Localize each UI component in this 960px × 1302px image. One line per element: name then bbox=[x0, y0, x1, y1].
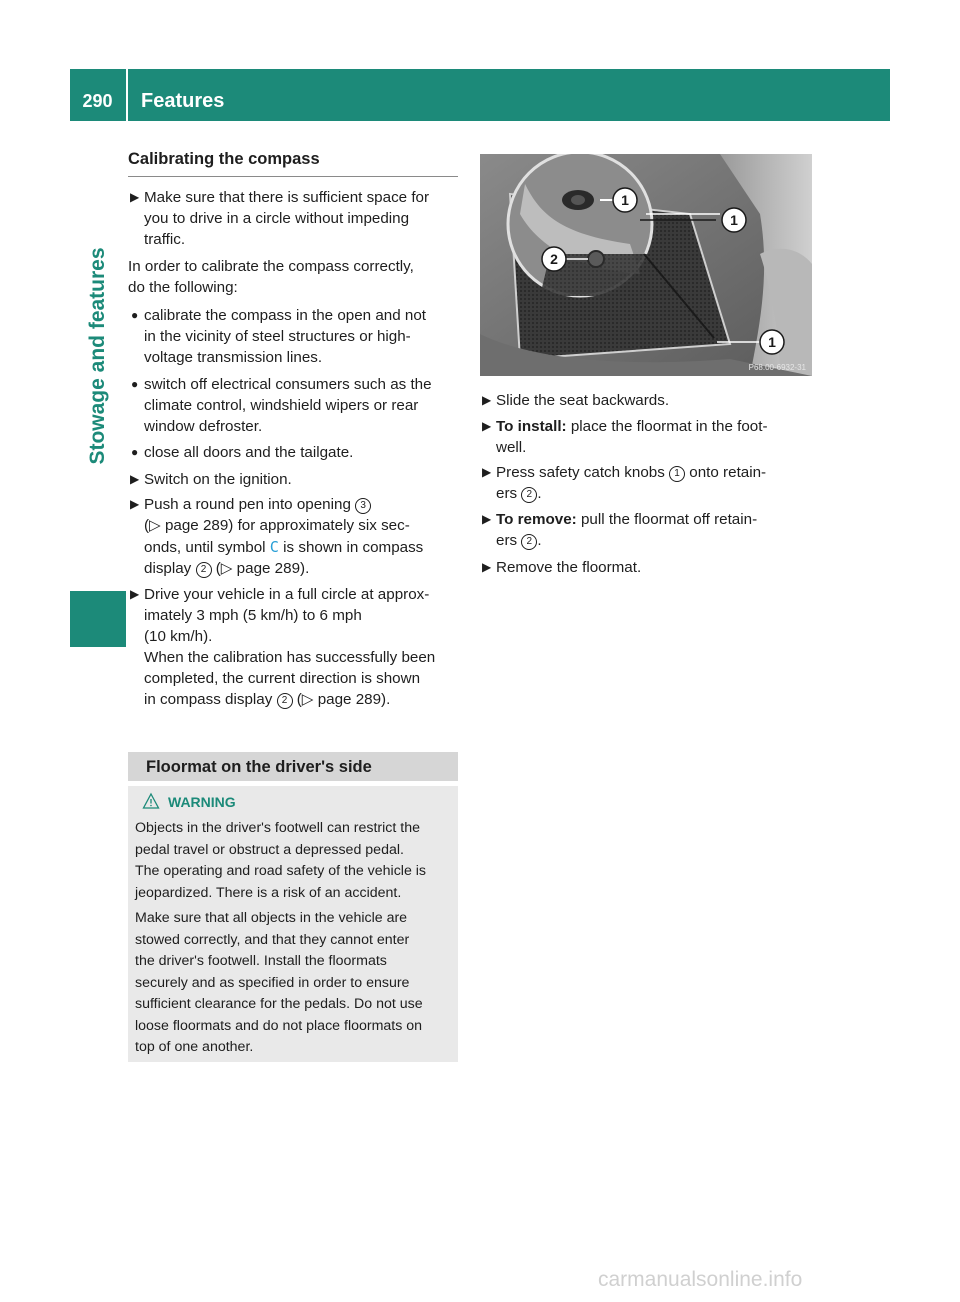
warning-text: top of one another. bbox=[135, 1039, 254, 1055]
callout-1-label: 1 bbox=[621, 192, 629, 208]
warning-text: the driver's footwell. Install the floormats bbox=[135, 953, 387, 969]
warning-text: stowed correctly, and that they cannot enter bbox=[135, 932, 410, 948]
step-arrow-icon: ▶ bbox=[482, 393, 492, 407]
step-text: To remove: pull the floormat off retain- bbox=[496, 511, 758, 528]
bullet-icon: ● bbox=[131, 445, 139, 459]
bullet-text: calibrate the compass in the open and not bbox=[144, 307, 426, 324]
floormat-heading: Floormat on the driver's side bbox=[146, 758, 372, 776]
warning-text: loose floormats and do not place floormats on bbox=[135, 1018, 423, 1034]
step-text: (▷ page 289) for approximately six sec- bbox=[144, 517, 410, 534]
warning-title: WARNING bbox=[168, 794, 236, 810]
floormat-photo bbox=[480, 154, 812, 376]
step-text: you to drive in a circle without impeding bbox=[144, 210, 410, 227]
step-arrow-icon: ▶ bbox=[130, 587, 140, 601]
page-number: 290 bbox=[82, 91, 113, 111]
warning-text: sufficient clearance for the pedals. Do not use bbox=[135, 996, 423, 1012]
bullet-text: switch off electrical consumers such as the bbox=[144, 376, 432, 393]
warning-text: Make sure that all objects in the vehicle are bbox=[135, 910, 408, 926]
side-tab-marker bbox=[70, 591, 126, 647]
step-arrow-icon: ▶ bbox=[130, 497, 140, 511]
result-text: When the calibration has successfully been bbox=[144, 649, 436, 666]
callout-3-icon: 3 bbox=[355, 498, 371, 514]
step-text: To install: place the floormat in the foot- bbox=[496, 418, 768, 435]
instruction-text: do the following: bbox=[128, 279, 238, 296]
step-text: traffic. bbox=[144, 231, 186, 248]
bullet-icon: ● bbox=[131, 377, 139, 391]
image-code: P68.00-6932-31 bbox=[748, 363, 806, 372]
step-text: display 2 (▷ page 289). bbox=[144, 560, 310, 577]
callout-1-label: 1 bbox=[768, 334, 776, 350]
floormat-heading-band bbox=[128, 752, 458, 781]
callout-2-icon: 2 bbox=[277, 693, 293, 709]
bullet-text: voltage transmission lines. bbox=[144, 349, 323, 366]
step-text: onds, until symbol C is shown in compass bbox=[144, 538, 424, 556]
header-divider bbox=[126, 69, 128, 121]
side-tab-label: Stowage and features bbox=[86, 247, 109, 465]
step-text: Switch on the ignition. bbox=[144, 471, 292, 488]
section-title-calibrating: Calibrating the compass bbox=[128, 150, 320, 168]
step-text: Push a round pen into opening 3 bbox=[144, 494, 371, 515]
step-arrow-icon: ▶ bbox=[482, 465, 492, 479]
callout-2-icon: 2 bbox=[196, 562, 212, 578]
callout-2-icon: 2 bbox=[521, 534, 537, 550]
step-text: Make sure that there is sufficient space for bbox=[144, 189, 430, 206]
step-arrow-icon: ▶ bbox=[130, 472, 140, 486]
bullet-icon: ● bbox=[131, 308, 139, 322]
step-text: ers 2 . bbox=[496, 485, 542, 502]
step-arrow-icon: ▶ bbox=[482, 512, 492, 526]
page-header bbox=[70, 69, 890, 121]
warning-text: jeopardized. There is a risk of an accident. bbox=[135, 885, 402, 901]
compass-symbol: C bbox=[269, 538, 279, 556]
bullet-text: in the vicinity of steel structures or high- bbox=[144, 328, 411, 345]
result-text: in compass display 2 (▷ page 289). bbox=[144, 691, 391, 708]
bullet-text: climate control, windshield wipers or rear bbox=[144, 397, 419, 414]
warning-text: pedal travel or obstruct a depressed pedal. bbox=[135, 842, 404, 858]
bullet-text: close all doors and the tailgate. bbox=[144, 444, 354, 461]
callout-1-icon: 1 bbox=[669, 466, 685, 482]
step-arrow-icon: ▶ bbox=[482, 419, 492, 433]
callout-2-icon: 2 bbox=[521, 487, 537, 503]
watermark: carmanualsonline.info bbox=[598, 1268, 803, 1291]
callout-2-label: 2 bbox=[550, 251, 558, 267]
warning-text: Objects in the driver's footwell can restrict the bbox=[135, 820, 420, 836]
step-arrow-icon: ▶ bbox=[482, 560, 492, 574]
section-rule bbox=[128, 176, 458, 177]
step-text: Remove the floormat. bbox=[496, 559, 642, 576]
bullet-text: window defroster. bbox=[144, 418, 263, 435]
step-text: well. bbox=[496, 439, 527, 456]
side-tab bbox=[70, 121, 126, 591]
warning-text: securely and as specified in order to ensure bbox=[135, 975, 410, 991]
step-arrow-icon: ▶ bbox=[130, 190, 140, 204]
chapter-title: Features bbox=[141, 90, 225, 112]
callout-1-label: 1 bbox=[730, 212, 738, 228]
result-text: completed, the current direction is shown bbox=[144, 670, 421, 687]
step-text: Slide the seat backwards. bbox=[496, 392, 670, 409]
instruction-text: In order to calibrate the compass correctly, bbox=[128, 258, 414, 275]
step-text: (10 km/h). bbox=[144, 628, 213, 645]
warning-text: The operating and road safety of the vehicle is bbox=[135, 863, 427, 879]
step-text: Press safety catch knobs 1 onto retain- bbox=[496, 464, 767, 481]
warning-triangle-icon bbox=[142, 792, 160, 810]
step-text: ers 2 . bbox=[496, 532, 542, 549]
step-text: Drive your vehicle in a full circle at approx- bbox=[144, 586, 430, 603]
step-text: imately 3 mph (5 km/h) to 6 mph bbox=[144, 607, 362, 624]
